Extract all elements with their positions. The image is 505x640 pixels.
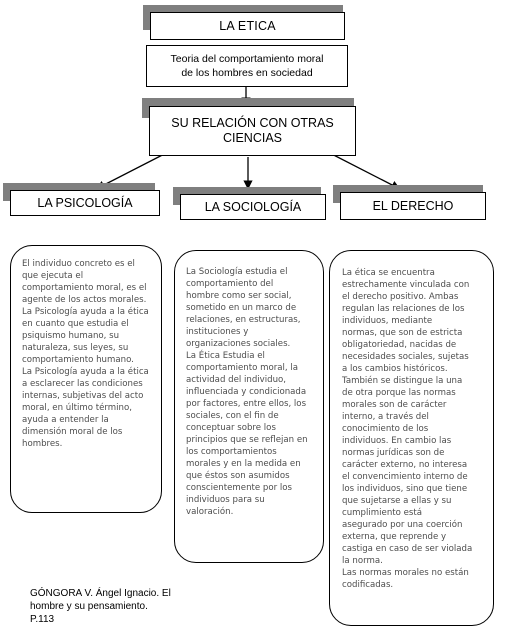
psicologia-header: [10, 190, 160, 216]
psicologia-label: LA PSICOLOGÍA: [37, 195, 133, 210]
sociologia-header: [180, 194, 326, 220]
title-text: LA ETICA: [219, 19, 276, 33]
derecho-label: EL DERECHO: [372, 198, 454, 213]
derecho-header: [340, 192, 486, 220]
citation: GÓNGORA V. Ángel Ignacio. El hombre y su pensamiento. P.113: [30, 588, 171, 625]
title-box: [150, 12, 345, 40]
relation-text: SU RELACIÓN CON OTRAS CIENCIAS: [171, 116, 334, 145]
derecho-content: La ética se encuentra estrechamente vinculada con el derecho positivo. Ambas regulan las relaciones de los individuos, mediante normas, que son de estricta obligatoriedad, nacidas de necesidades sociales, sujetas a los cambios históricos. También se distingue la una de otra porque las normas morales son de carácter interno, a través del conocimiento de los individuos. En cambio las normas jurídicas son de carácter externo, no interesa el convencimiento interno de los individuos, sino que tiene que sujetarse a ellas y su cumplimiento está asegurado por una coerción externa, que reprende y castiga en caso de ser violada la norma. Las normas morales no están codificadas.: [342, 268, 473, 590]
subtitle-text: Teoria del comportamiento moral de los hombres en sociedad: [170, 53, 324, 79]
psicologia-content-box: [10, 245, 162, 513]
psicologia-content: El individuo concreto es el que ejecuta el comportamiento moral, es el agente de los actos morales. La Psicología ayuda a la ética en cuanto que estudia el psiquismo humano, su naturaleza, sus leyes, su comportamiento humano. La Psicología ayuda a la ética a esclarecer las condiciones internas, subjetivas del acto moral, en último término, ayuda a entender la dimensión moral de los hombres.: [22, 259, 149, 449]
relation-box: [149, 106, 356, 156]
subtitle-box: [146, 45, 348, 87]
sociologia-content: La Sociología estudia el comportamiento del hombre como ser social, sometido en un marco de relaciones, en estructuras, instituciones y organizaciones sociales. La Ética Estudia el comportamiento moral, la actividad del individuo, influenciada y condicionada por factores, entre ellos, los sociales, con el fin de conceptuar sobre los principios que se reflejan en los comportamientos morales y en la medida en que éstos son asumidos conscientemente por los individuos para su valoración.: [186, 267, 308, 517]
sociologia-content-box: [174, 250, 324, 563]
derecho-content-box: [329, 250, 494, 626]
sociologia-label: LA SOCIOLOGÍA: [204, 199, 302, 214]
